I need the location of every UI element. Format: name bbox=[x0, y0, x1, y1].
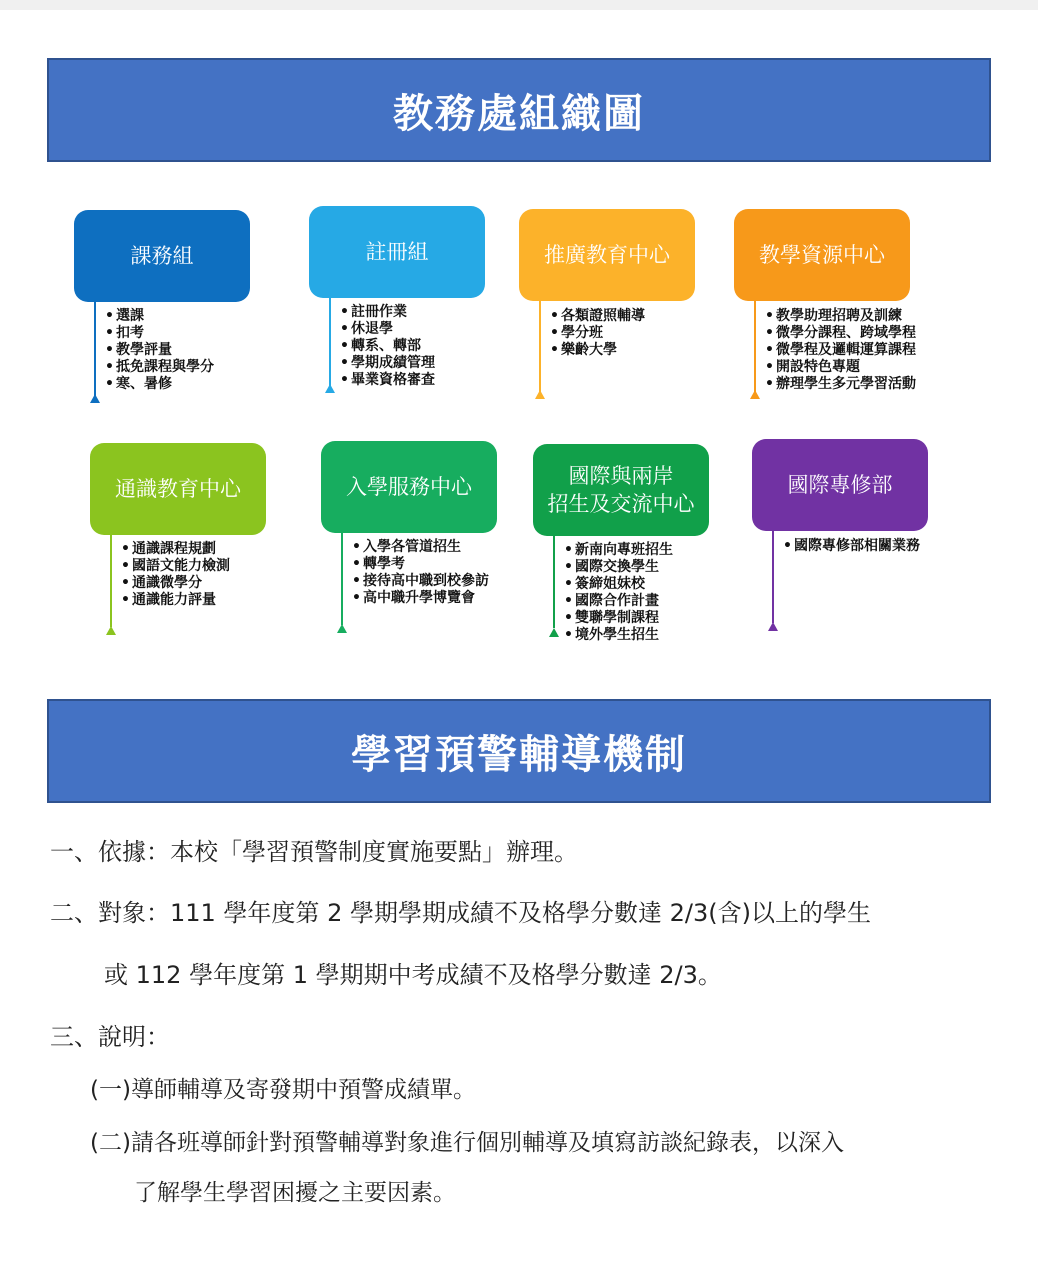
unit-name-line1: 國際與兩岸 bbox=[568, 464, 674, 488]
arrow-icon bbox=[325, 384, 335, 393]
connector-line bbox=[94, 302, 96, 400]
list-item: • 國語文能力檢測 bbox=[121, 558, 230, 575]
list-item: • 微學分課程、跨域學程 bbox=[765, 325, 916, 342]
unit-duty-list bbox=[121, 541, 230, 609]
list-item: • 扣考 bbox=[105, 325, 214, 342]
list-item: • 樂齡大學 bbox=[550, 342, 645, 359]
unit-extension-education-box bbox=[519, 209, 695, 301]
unit-international-program-box bbox=[752, 439, 928, 531]
top-strip bbox=[0, 0, 1038, 10]
list-item: • 通識微學分 bbox=[121, 575, 230, 592]
unit-duty-list bbox=[765, 308, 916, 393]
basis-paragraph: 一、依據：本校「學習預警制度實施要點」辦理。 bbox=[50, 838, 578, 866]
target-paragraph-line1: 二、對象：111 學年度第 2 學期學期成績不及格學分數達 2/3(含)以上的學生 bbox=[50, 899, 871, 927]
unit-course-affairs-box bbox=[74, 210, 250, 302]
connector-line bbox=[329, 298, 331, 390]
list-item: • 轉學考 bbox=[352, 556, 489, 573]
list-item: • 休退學 bbox=[340, 321, 435, 338]
unit-name: 教學資源中心 bbox=[759, 243, 885, 267]
arrow-icon bbox=[535, 390, 545, 399]
list-item: • 學分班 bbox=[550, 325, 645, 342]
list-item: • 抵免課程與學分 bbox=[105, 359, 214, 376]
list-item: • 開設特色專題 bbox=[765, 359, 916, 376]
org-chart-title-banner bbox=[47, 58, 991, 162]
list-item: • 國際交換學生 bbox=[564, 559, 673, 576]
arrow-icon bbox=[90, 394, 100, 403]
org-chart-title: 教務處組織圖 bbox=[393, 90, 645, 137]
list-item: • 雙聯學制課程 bbox=[564, 610, 673, 627]
list-item: • 接待高中職到校參訪 bbox=[352, 573, 489, 590]
unit-name-line2: 招生及交流中心 bbox=[547, 492, 695, 516]
arrow-icon bbox=[750, 390, 760, 399]
arrow-icon bbox=[337, 624, 347, 633]
list-item: • 國際合作計畫 bbox=[564, 593, 673, 610]
unit-registration-box bbox=[309, 206, 485, 298]
unit-international-cross-strait-box bbox=[533, 444, 709, 536]
unit-duty-list bbox=[352, 539, 489, 607]
list-item: • 各類證照輔導 bbox=[550, 308, 645, 325]
explain-item-1: (一)導師輔導及寄發期中預警成績單。 bbox=[90, 1077, 476, 1103]
unit-name: 註冊組 bbox=[365, 240, 429, 264]
explain-heading: 三、說明： bbox=[50, 1023, 170, 1051]
connector-line bbox=[754, 301, 756, 393]
list-item: • 學期成績管理 bbox=[340, 355, 435, 372]
warning-mechanism-title-banner bbox=[47, 699, 991, 803]
explain-item-2-line1: (二)請各班導師針對預警輔導對象進行個別輔導及填寫訪談紀錄表，以深入 bbox=[90, 1130, 844, 1156]
connector-line bbox=[772, 531, 774, 623]
list-item: • 辦理學生多元學習活動 bbox=[765, 376, 916, 393]
list-item: • 境外學生招生 bbox=[564, 627, 673, 644]
list-item: • 國際專修部相關業務 bbox=[783, 538, 920, 555]
target-paragraph-line2: 或 112 學年度第 1 學期期中考成績不及格學分數達 2/3。 bbox=[104, 961, 722, 989]
list-item: • 高中職升學博覽會 bbox=[352, 590, 489, 607]
connector-line bbox=[553, 536, 555, 628]
unit-duty-list bbox=[105, 308, 214, 393]
list-item: • 通識課程規劃 bbox=[121, 541, 230, 558]
connector-line bbox=[539, 301, 541, 393]
unit-duty-list bbox=[550, 308, 645, 359]
unit-name: 入學服務中心 bbox=[346, 475, 472, 499]
list-item: • 轉系、轉部 bbox=[340, 338, 435, 355]
list-item: • 入學各管道招生 bbox=[352, 539, 489, 556]
unit-name: 國際專修部 bbox=[787, 473, 893, 497]
unit-duty-list bbox=[340, 304, 435, 389]
connector-line bbox=[110, 535, 112, 627]
unit-teaching-resource-box bbox=[734, 209, 910, 301]
list-item: • 畢業資格審查 bbox=[340, 372, 435, 389]
arrow-icon bbox=[768, 622, 778, 631]
unit-name: 課務組 bbox=[130, 244, 194, 268]
arrow-icon bbox=[106, 626, 116, 635]
list-item: • 教學助理招聘及訓練 bbox=[765, 308, 916, 325]
list-item: • 通識能力評量 bbox=[121, 592, 230, 609]
list-item: • 簽締姐妹校 bbox=[564, 576, 673, 593]
list-item: • 選課 bbox=[105, 308, 214, 325]
warning-mechanism-title: 學習預警輔導機制 bbox=[351, 731, 687, 778]
connector-line bbox=[341, 533, 343, 625]
arrow-icon bbox=[549, 628, 559, 637]
unit-admission-service-box bbox=[321, 441, 497, 533]
list-item: • 微學程及邏輯運算課程 bbox=[765, 342, 916, 359]
unit-general-education-box bbox=[90, 443, 266, 535]
unit-name: 推廣教育中心 bbox=[544, 243, 670, 267]
explain-item-2-line2: 了解學生學習困擾之主要因素。 bbox=[134, 1180, 456, 1206]
list-item: • 教學評量 bbox=[105, 342, 214, 359]
list-item: • 寒、暑修 bbox=[105, 376, 214, 393]
unit-name: 通識教育中心 bbox=[115, 477, 241, 501]
list-item: • 註冊作業 bbox=[340, 304, 435, 321]
list-item: • 新南向專班招生 bbox=[564, 542, 673, 559]
unit-duty-list bbox=[783, 538, 920, 555]
unit-duty-list bbox=[564, 542, 673, 644]
